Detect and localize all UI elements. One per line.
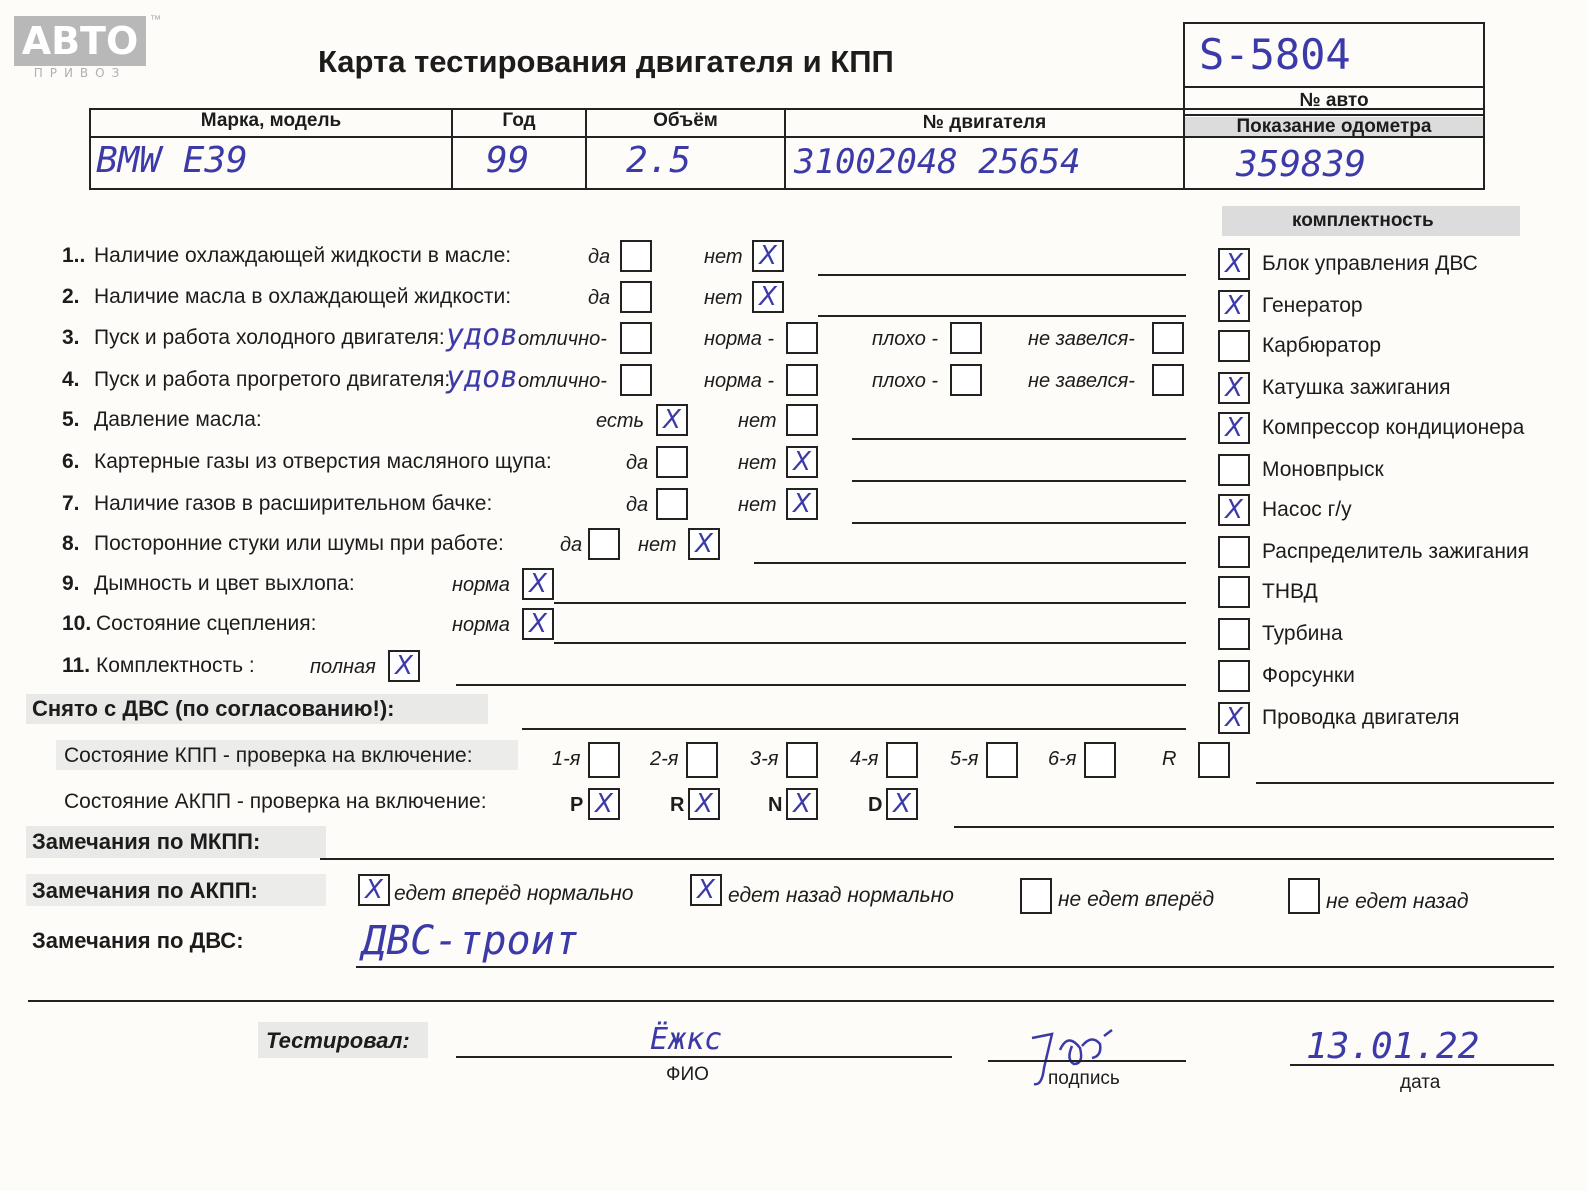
option-checkbox[interactable] xyxy=(656,446,688,478)
question-text: Давление масла: xyxy=(94,408,262,431)
option-label: нет xyxy=(738,410,777,432)
option-checkbox[interactable] xyxy=(786,322,818,354)
gear-checkbox[interactable] xyxy=(786,742,818,778)
equipment-checkbox[interactable] xyxy=(1218,248,1250,280)
gear-checkbox[interactable] xyxy=(1084,742,1116,778)
option-checkbox[interactable] xyxy=(656,488,688,520)
akpp-no-back-label: не едет назад xyxy=(1326,890,1469,913)
question-text: Пуск и работа прогретого двигателя: xyxy=(94,368,451,391)
option-label: нет xyxy=(738,494,777,516)
equipment-checkbox[interactable] xyxy=(1218,702,1250,734)
remarks-dvs-line xyxy=(356,966,1554,968)
option-checkbox[interactable] xyxy=(620,364,652,396)
equipment-checkbox[interactable] xyxy=(1218,454,1250,486)
question-number: 7. xyxy=(62,492,80,515)
question-text: Наличие охлаждающей жидкости в масле: xyxy=(94,244,512,267)
logo: АВТО xyxy=(14,16,146,66)
removed-line xyxy=(522,728,1186,730)
removed-label: Снято с ДВС (по согласованию!): xyxy=(32,696,395,721)
option-label: норма - xyxy=(704,328,775,350)
option-label: да xyxy=(626,494,649,516)
sign-line xyxy=(988,1060,1186,1062)
tested-by-label: Тестировал: xyxy=(266,1028,410,1053)
logo-tm: ™ xyxy=(150,14,161,26)
col-header-engine-no: № двигателя xyxy=(922,112,1047,133)
equipment-checkbox[interactable] xyxy=(1218,372,1250,404)
option-checkbox[interactable] xyxy=(620,322,652,354)
equipment-label: Распределитель зажигания xyxy=(1262,540,1530,563)
col-header-volume: Объём xyxy=(653,110,718,131)
mode-checkbox[interactable] xyxy=(588,788,620,820)
gear-checkbox[interactable] xyxy=(1198,742,1230,778)
year-value: 99 xyxy=(486,140,530,181)
remarks-dvs-value: ДВС-троит xyxy=(362,918,579,964)
option-checkbox[interactable] xyxy=(786,488,818,520)
question-number: 1.. xyxy=(62,244,86,267)
answer-line xyxy=(852,480,1186,482)
option-label: да xyxy=(588,287,611,309)
date-value: 13.01.22 xyxy=(1306,1026,1480,1067)
equipment-label: Карбюратор xyxy=(1262,334,1382,357)
odometer-value: 359839 xyxy=(1236,144,1367,185)
option-label: отлично- xyxy=(518,328,607,350)
gear-checkbox[interactable] xyxy=(986,742,1018,778)
remarks-mkpp-line xyxy=(320,858,1554,860)
gear-label: R xyxy=(1162,748,1177,770)
question-text: Посторонние стуки или шумы при работе: xyxy=(94,532,504,555)
equipment-label: Проводка двигателя xyxy=(1262,706,1460,729)
question-text: Состояние сцепления: xyxy=(96,612,317,635)
remarks-dvs-label: Замечания по ДВС: xyxy=(32,928,244,953)
option-checkbox[interactable] xyxy=(786,446,818,478)
fio-label: ФИО xyxy=(666,1064,709,1085)
option-label: да xyxy=(626,452,649,474)
option-checkbox[interactable] xyxy=(522,608,554,640)
option-checkbox[interactable] xyxy=(786,364,818,396)
equipment-checkbox[interactable] xyxy=(1218,536,1250,568)
mode-label: P xyxy=(570,794,584,816)
question-number: 5. xyxy=(62,408,80,431)
fio-line xyxy=(456,1056,952,1058)
option-checkbox[interactable] xyxy=(588,528,620,560)
akpp-back-ok-label: едет назад нормально xyxy=(728,884,954,907)
equipment-checkbox[interactable] xyxy=(1218,330,1250,362)
equipment-label: ТНВД xyxy=(1262,580,1318,603)
option-checkbox[interactable] xyxy=(752,281,784,313)
option-label: нет xyxy=(738,452,777,474)
answer-line xyxy=(554,642,1186,644)
col-header-year: Год xyxy=(502,110,536,131)
question-number: 4. xyxy=(62,368,80,391)
akpp-no-forward-label: не едет вперёд xyxy=(1058,888,1215,911)
option-label: не завелся- xyxy=(1028,370,1135,392)
option-checkbox[interactable] xyxy=(620,281,652,313)
question-number: 2. xyxy=(62,285,80,308)
answer-line xyxy=(456,684,1186,686)
equipment-checkbox[interactable] xyxy=(1218,494,1250,526)
gear-checkbox[interactable] xyxy=(588,742,620,778)
option-checkbox[interactable] xyxy=(620,240,652,272)
kpp-line xyxy=(1256,782,1554,784)
volume-value: 2.5 xyxy=(626,140,692,181)
option-checkbox[interactable] xyxy=(1152,322,1184,354)
option-label: нет xyxy=(704,246,743,268)
option-checkbox[interactable] xyxy=(1152,364,1184,396)
mode-checkbox[interactable] xyxy=(688,788,720,820)
answer-line xyxy=(554,602,1186,604)
akpp-forward-ok-label: едет вперёд нормально xyxy=(394,882,634,905)
auto-number-label: № авто xyxy=(1299,90,1369,111)
option-label: полная xyxy=(310,656,376,678)
option-checkbox[interactable] xyxy=(786,404,818,436)
question-number: 3. xyxy=(62,326,80,349)
option-label: отлично- xyxy=(518,370,607,392)
option-label: есть xyxy=(596,410,645,432)
question-text: Дымность и цвет выхлопа: xyxy=(94,572,355,595)
option-label: нет xyxy=(638,534,677,556)
question-number: 10. xyxy=(62,612,92,635)
answer-line xyxy=(818,274,1186,276)
sign-label: подпись xyxy=(1048,1068,1120,1089)
option-checkbox[interactable] xyxy=(656,404,688,436)
question-text: Пуск и работа холодного двигателя: xyxy=(94,326,445,349)
equipment-label: Насос г/у xyxy=(1262,498,1352,521)
question-number: 11. xyxy=(62,654,91,677)
equipment-checkbox[interactable] xyxy=(1218,660,1250,692)
option-label: норма xyxy=(452,614,510,636)
question-handwritten-note: удов xyxy=(446,360,519,395)
date-label: дата xyxy=(1400,1072,1441,1093)
col-header-odometer: Показание одометра xyxy=(1236,116,1432,137)
date-line xyxy=(1290,1064,1554,1066)
auto-number-box xyxy=(1183,22,1485,88)
equipment-checkbox[interactable] xyxy=(1218,618,1250,650)
gear-label: 4-я xyxy=(850,748,879,770)
kpp-label: Состояние КПП - проверка на включение: xyxy=(64,744,473,767)
mode-label: D xyxy=(868,794,883,816)
option-label: плохо - xyxy=(872,328,939,350)
question-number: 9. xyxy=(62,572,80,595)
mode-checkbox[interactable] xyxy=(886,788,918,820)
option-checkbox[interactable] xyxy=(752,240,784,272)
option-label: норма - xyxy=(704,370,775,392)
answer-line xyxy=(852,438,1186,440)
question-number: 8. xyxy=(62,532,80,555)
option-checkbox[interactable] xyxy=(522,568,554,600)
fio-value: Ёжкс xyxy=(650,1022,723,1057)
gear-label: 1-я xyxy=(552,748,581,770)
question-number: 6. xyxy=(62,450,80,473)
question-handwritten-note: удов xyxy=(446,318,519,353)
equipment-label: Турбина xyxy=(1262,622,1343,645)
akpp-no-forward-checkbox[interactable] xyxy=(1020,878,1052,914)
page-title: Карта тестирования двигателя и КПП xyxy=(318,44,894,79)
akpp-label: Состояние АКПП - проверка на включение: xyxy=(64,790,487,813)
gear-label: 5-я xyxy=(950,748,979,770)
answer-line xyxy=(754,562,1186,564)
remarks-akpp-label: Замечания по АКПП: xyxy=(32,878,258,903)
option-checkbox[interactable] xyxy=(950,364,982,396)
equipment-checkbox[interactable] xyxy=(1218,412,1250,444)
equipment-label: Генератор xyxy=(1262,294,1363,317)
engine-number-value: 31002048 25654 xyxy=(794,142,1081,182)
option-checkbox[interactable] xyxy=(688,528,720,560)
equipment-checkbox[interactable] xyxy=(1218,576,1250,608)
option-label: нет xyxy=(704,287,743,309)
akpp-line xyxy=(954,826,1554,828)
akpp-back-ok-checkbox[interactable] xyxy=(690,874,722,906)
option-label: норма xyxy=(452,574,510,596)
answer-line xyxy=(852,522,1186,524)
mode-label: R xyxy=(670,794,685,816)
logo-subtitle: ПРИВОЗ xyxy=(33,66,127,80)
akpp-no-back-checkbox[interactable] xyxy=(1288,878,1320,914)
question-text: Наличие масла в охлаждающей жидкости: xyxy=(94,285,512,308)
model-value: BMW E39 xyxy=(96,140,248,181)
akpp-forward-ok-checkbox[interactable] xyxy=(358,874,390,906)
gear-checkbox[interactable] xyxy=(886,742,918,778)
gear-checkbox[interactable] xyxy=(686,742,718,778)
option-label: не завелся- xyxy=(1028,328,1135,350)
equipment-label: Моновпрыск xyxy=(1262,458,1384,481)
mode-label: N xyxy=(768,794,783,816)
option-label: плохо - xyxy=(872,370,939,392)
gear-label: 2-я xyxy=(650,748,679,770)
option-label: да xyxy=(588,246,611,268)
option-checkbox[interactable] xyxy=(388,650,420,682)
equipment-checkbox[interactable] xyxy=(1218,290,1250,322)
question-text: Комплектность : xyxy=(96,654,255,677)
option-label: да xyxy=(560,534,583,556)
mode-checkbox[interactable] xyxy=(786,788,818,820)
option-checkbox[interactable] xyxy=(950,322,982,354)
equipment-label: Катушка зажигания xyxy=(1262,376,1451,399)
auto-number-value: S-5804 xyxy=(1199,30,1351,79)
equipment-label: Форсунки xyxy=(1262,664,1355,687)
answer-line xyxy=(818,315,1186,317)
remarks-dvs-line-2 xyxy=(28,1000,1554,1002)
question-text: Картерные газы из отверстия масляного щупа: xyxy=(94,450,552,473)
equipment-title: комплектность xyxy=(1292,210,1434,231)
remarks-mkpp-label: Замечания по МКПП: xyxy=(32,829,261,854)
gear-label: 6-я xyxy=(1048,748,1077,770)
equipment-label: Компрессор кондиционера xyxy=(1262,416,1525,439)
equipment-label: Блок управления ДВС xyxy=(1262,252,1478,275)
col-header-model: Марка, модель xyxy=(200,110,342,131)
question-text: Наличие газов в расширительном бачке: xyxy=(94,492,493,515)
gear-label: 3-я xyxy=(750,748,779,770)
